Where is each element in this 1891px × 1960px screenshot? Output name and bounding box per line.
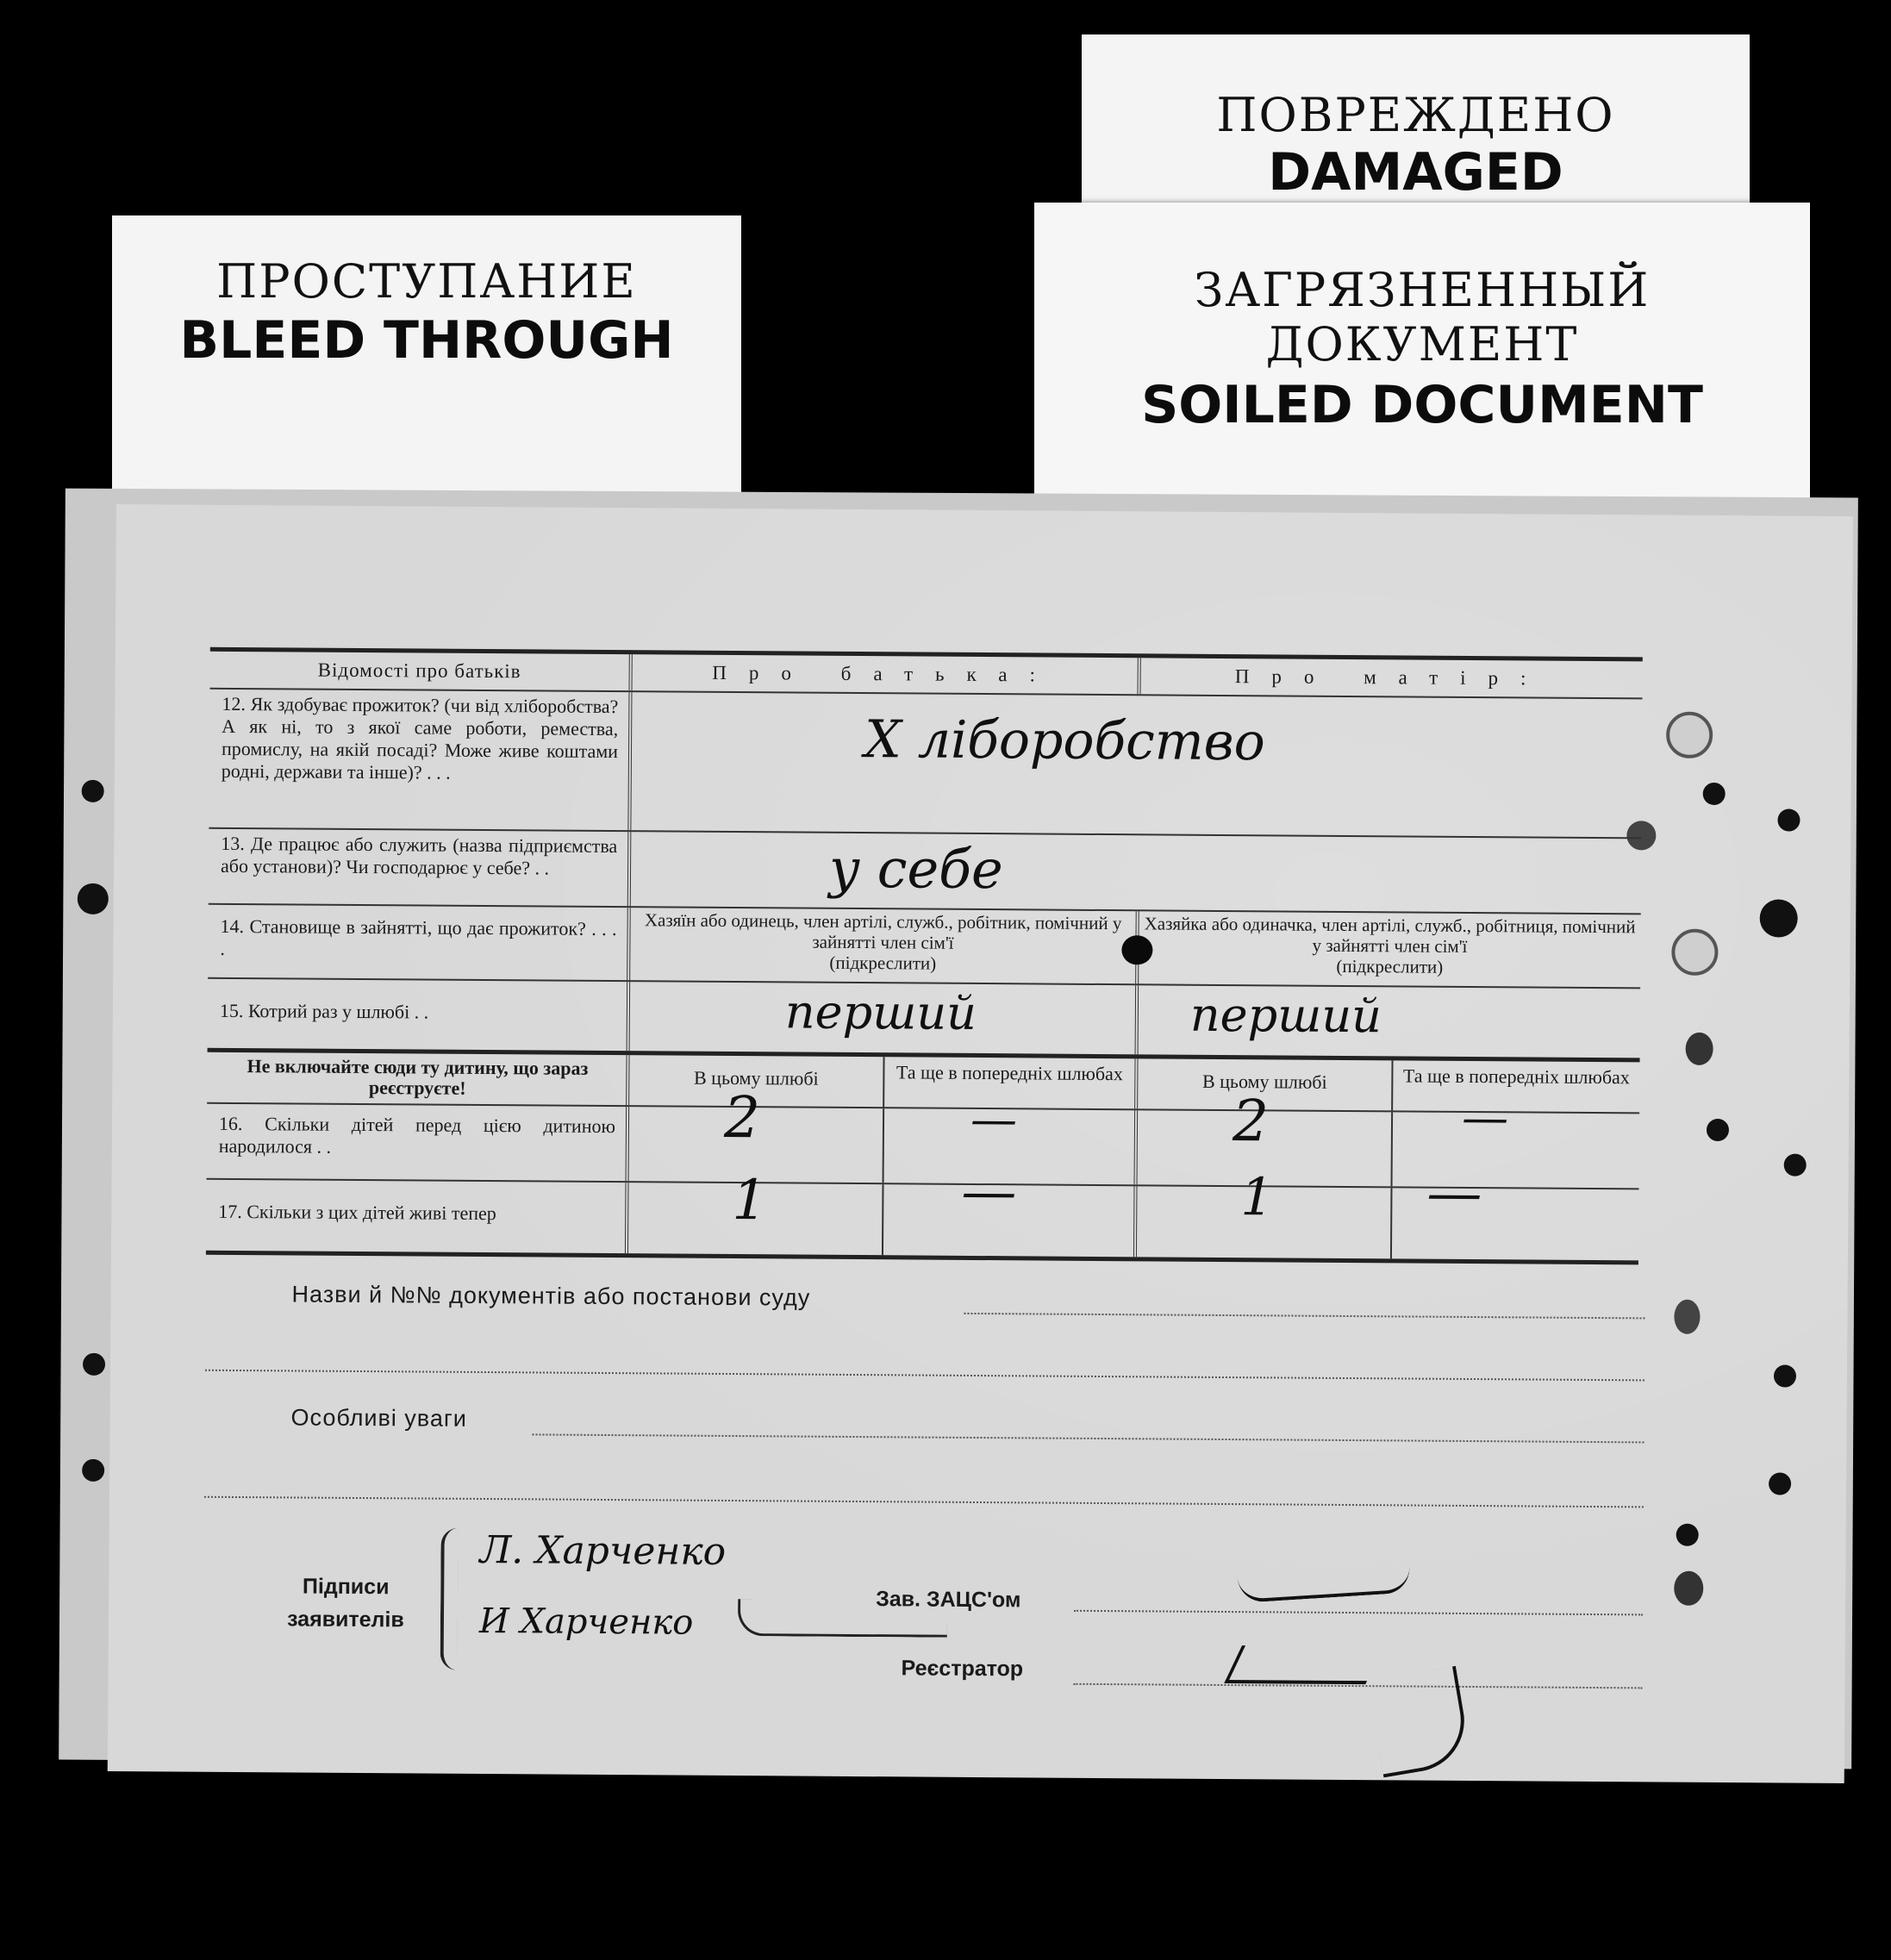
registrar-signature [1224, 1645, 1383, 1684]
q16-mother-this: 2 [1232, 1088, 1270, 1155]
question-12: 12. Як здобуває прожиток? (чи від хліборобства? А як ні, то з якої саме роботи, ремества, промислу, на якій посаді? Може живе коштами родні, держави та інше)? . . . [209, 690, 632, 830]
damaged-ru: ПОВРЕЖДЕНО [1216, 88, 1615, 142]
soiled-document-en: SOILED DOCUMENT [1141, 375, 1703, 435]
question-14: 14. Становище в зайнятті, що дає прожиток? . . . . [208, 905, 631, 980]
bleed-through-label [112, 215, 741, 509]
punch-hole [78, 883, 109, 914]
q14-mother-options [1139, 911, 1641, 987]
punch-hole [1703, 783, 1726, 805]
answer-15-mother: перший [1189, 987, 1382, 1044]
q17-father-prev: — [961, 1159, 1017, 1225]
question-13: 13. Де працює або служить (назва підприємства або установи)? Чи господарює у себе? . . [209, 829, 632, 906]
soiled-document-label [1034, 203, 1810, 517]
punch-hole [1686, 1033, 1713, 1065]
q16-father-prev: — [970, 1091, 1018, 1147]
question-16: 16. Скільки дітей перед цією дитиною народилося . . [207, 1104, 630, 1181]
mother-previous-header: Та ще в попередніх шлюбах [1402, 1064, 1630, 1089]
father-children-subheader [629, 1055, 1138, 1108]
q14-mother-text: Хазяйка або одиначка, член артілі, служб., робітниця, помічний у зайнятті член сім'ї [1144, 913, 1636, 957]
documents-line-2 [205, 1370, 1644, 1382]
header-info-about-parents: Відомості про батьків [210, 652, 633, 690]
punch-hole [82, 780, 104, 802]
q14-mother-note: (підкреслити) [1336, 955, 1444, 977]
registrar-label: Реєстратор [901, 1656, 1024, 1682]
zags-head-label: Зав. ЗАЦС'ом [876, 1587, 1021, 1613]
answer-17-father [628, 1159, 1138, 1257]
documents-label: Назви й №№ документів або постанови суду [291, 1281, 811, 1311]
punch-hole [1760, 899, 1798, 937]
applicant-1-signature: Л. Харченко [479, 1527, 727, 1574]
applicants-signatures-label: Підписи заявителів [287, 1574, 404, 1632]
row-q13 [209, 827, 1642, 914]
q14-father-text: Хазяїн або одинець, член артілі, служб., робітник, помічний у зайнятті член сім'ї [644, 909, 1122, 953]
header-about-mother: Про матір: [1234, 665, 1549, 690]
answer-15-mother-cell [1139, 985, 1641, 1058]
documents-line [964, 1313, 1644, 1320]
registrar-signature-tail [1367, 1666, 1472, 1778]
zags-head-signature [1237, 1564, 1411, 1603]
punch-hole [83, 1353, 105, 1376]
punch-hole [1777, 808, 1800, 831]
question-15: 15. Котрий раз у шлюбі . . [208, 979, 631, 1051]
father-this-marriage-header: В цьому шлюбі [629, 1055, 884, 1107]
punch-hole [1774, 1364, 1796, 1387]
punch-hole [1769, 1472, 1791, 1495]
signature-brace [440, 1528, 459, 1670]
punch-hole [1676, 1524, 1699, 1546]
q14-father-note: (підкреслити) [829, 952, 937, 974]
answer-13-handwritten: у себе [828, 836, 1003, 902]
mother-children-subheader [1138, 1058, 1639, 1112]
answer-17-mother [1137, 1161, 1639, 1260]
father-previous-header: Та ще в попередніх шлюбах [896, 1061, 1123, 1085]
question-17: 17. Скільки з цих дітей живі тепер [206, 1180, 629, 1253]
punch-hole [1707, 1119, 1729, 1141]
q17-father-this: 1 [732, 1169, 768, 1233]
answer-15-father-cell [630, 982, 1139, 1054]
document-sheet [108, 504, 1853, 1783]
q17-mother-this: 1 [1240, 1167, 1274, 1228]
mother-this-marriage-header: В цьому шлюбі [1138, 1058, 1393, 1110]
row-q15 [208, 977, 1641, 1058]
punch-hole-ring [1671, 929, 1718, 976]
answer-13-cell [631, 832, 1642, 913]
ink-blot [1121, 935, 1152, 964]
q16-mother-prev: — [1461, 1089, 1509, 1145]
q16-father-this: 2 [723, 1083, 761, 1152]
zags-head-line [1074, 1610, 1643, 1616]
row-q17 [206, 1159, 1639, 1265]
children-instruction: Не включайте сюди ту дитину, що зараз реєструєте! [207, 1052, 629, 1105]
row-q16 [207, 1083, 1640, 1189]
answer-15-father: перший [784, 984, 977, 1040]
header-about-father: Про батька: [633, 654, 1141, 694]
answer-16-mother [1138, 1088, 1640, 1188]
bleed-through-en: BLEED THROUGH [179, 310, 674, 371]
punch-hole [1674, 1571, 1703, 1606]
damaged-en: DAMAGED [1268, 142, 1563, 203]
row-children-header [207, 1048, 1639, 1113]
punch-hole-ring [1666, 712, 1713, 758]
row-q14 [208, 903, 1641, 988]
applicant-2-signature: И Харченко [478, 1601, 694, 1643]
remarks-line [532, 1433, 1644, 1443]
punch-hole [82, 1459, 104, 1482]
punch-hole [1784, 1154, 1807, 1177]
answer-12-cell [631, 692, 1642, 837]
soiled-document-ru: ЗАГРЯЗНЕННЫЙ ДОКУМЕНТ [1194, 263, 1651, 371]
answer-12-handwritten: Х ліборобство [864, 709, 1265, 773]
q17-mother-prev: — [1426, 1161, 1482, 1227]
punch-hole [1674, 1300, 1700, 1334]
row-q12 [209, 688, 1642, 838]
parents-info-table [206, 647, 1643, 1682]
bleed-through-ru: ПРОСТУПАНИЕ [216, 254, 637, 309]
remarks-line-2 [204, 1496, 1644, 1508]
q14-father-options [630, 908, 1139, 983]
answer-16-father [629, 1083, 1139, 1184]
remarks-label: Особливі уваги [290, 1404, 467, 1432]
